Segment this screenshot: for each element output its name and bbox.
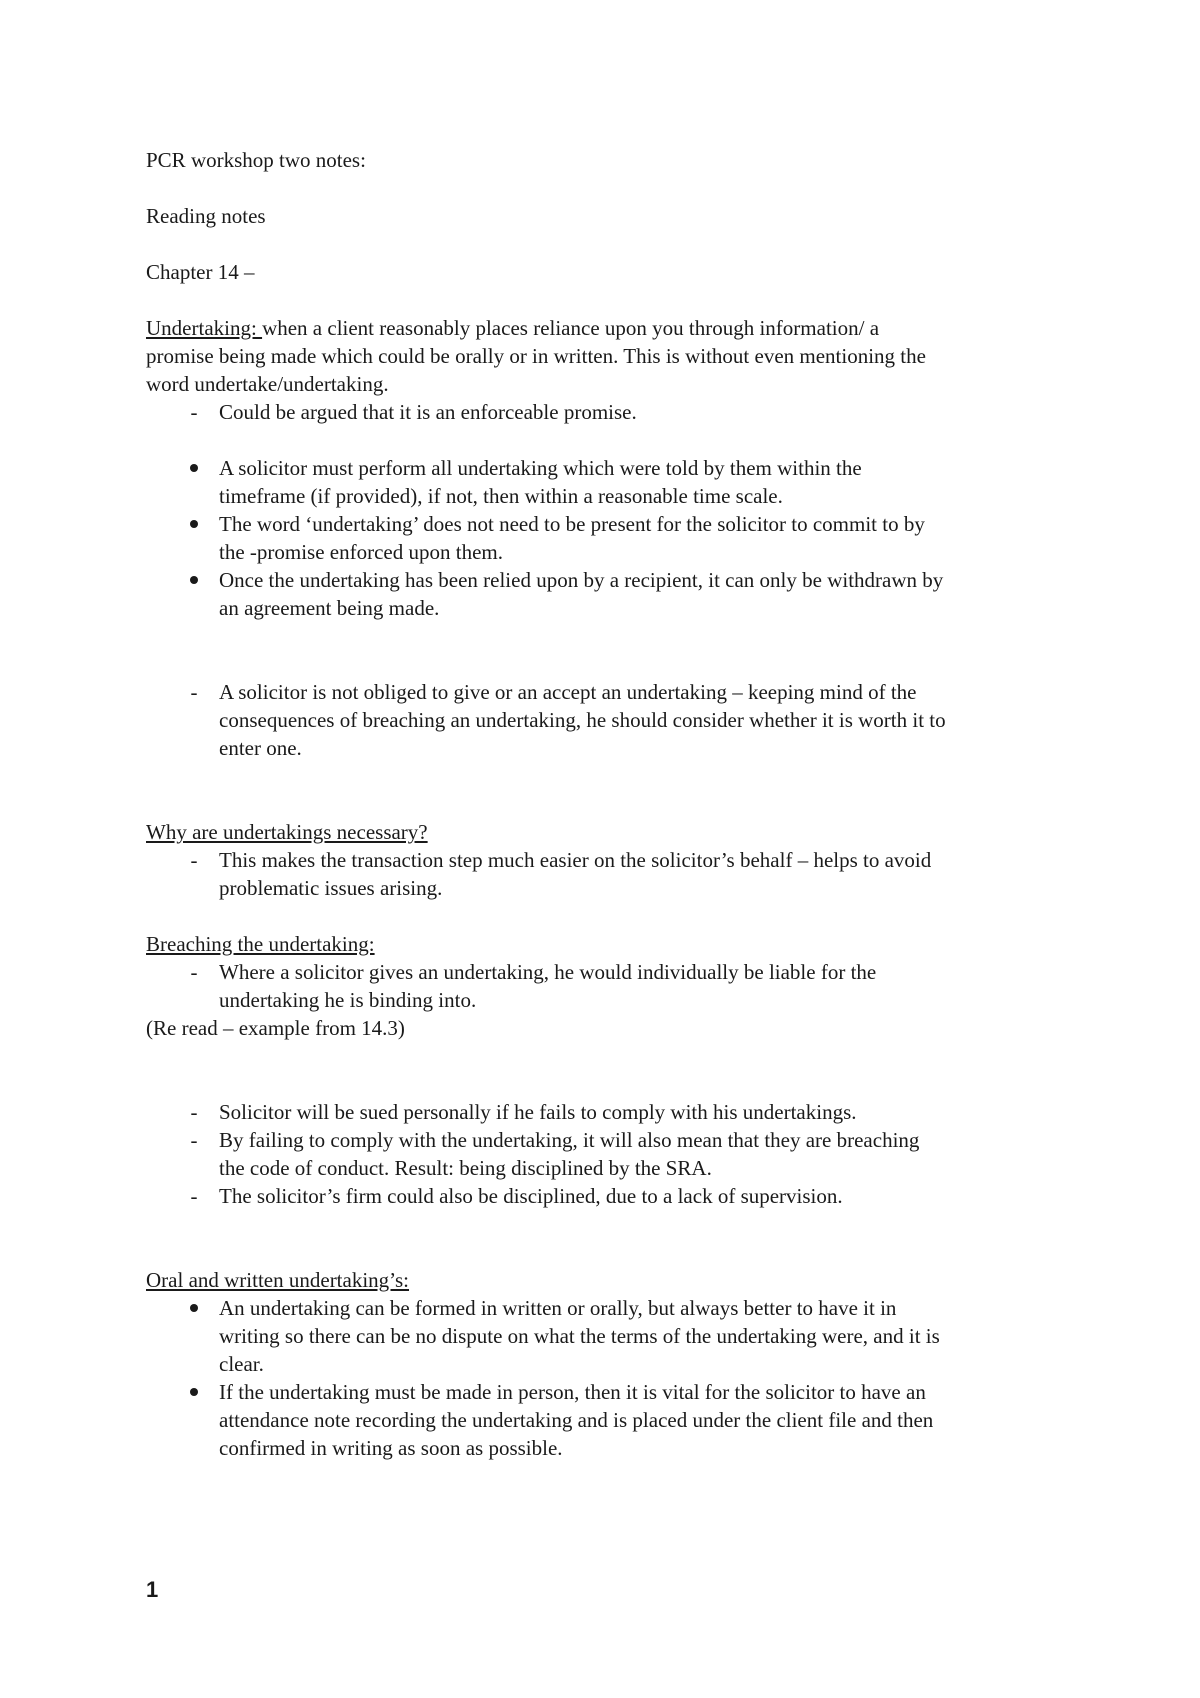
section-heading-oral: Oral and written undertaking’s: (146, 1268, 410, 1292)
bullet-icon (190, 464, 198, 472)
undertaking-definition (146, 314, 1076, 398)
dash-item-text: This makes the transaction step much easier on the solicitor’s behalf – helps to avoid (219, 848, 932, 872)
page-number: 1 (146, 1577, 159, 1602)
dash-marker: - (190, 960, 198, 984)
document-title: PCR workshop two notes: (146, 148, 366, 172)
definition-line: word undertake/undertaking. (146, 372, 389, 396)
bullet-item-text: Once the undertaking has been relied upon by a recipient, it can only be withdrawn by (219, 568, 944, 592)
undertaking-term: Undertaking: (146, 316, 263, 340)
bullet-item-text: An undertaking can be formed in written or orally, but always better to have it in (219, 1296, 897, 1320)
dash-item-text: By failing to comply with the undertaking, it will also mean that they are breaching (219, 1128, 920, 1152)
bullet-item-text: timeframe (if provided), if not, then within a reasonable time scale. (219, 484, 783, 508)
dash-item-text: problematic issues arising. (219, 876, 443, 900)
reading-notes-label: Reading notes (146, 204, 266, 228)
reread-note: (Re read – example from 14.3) (146, 1016, 405, 1040)
bullet-icon (190, 520, 198, 528)
definition-line: promise being made which could be orally or in written. This is without even mentioning the (146, 344, 926, 368)
bullet-item-text: attendance note recording the undertaking and is placed under the client file and then (219, 1408, 934, 1432)
bullet-item-text: The word ‘undertaking’ does not need to be present for the solicitor to commit to by (219, 512, 925, 536)
section-heading-why: Why are undertakings necessary? (146, 820, 428, 844)
dash-item-text: The solicitor’s firm could also be disciplined, due to a lack of supervision. (219, 1184, 843, 1208)
bullet-item-text: the -promise enforced upon them. (219, 540, 503, 564)
dash-item-text: consequences of breaching an undertaking, he should consider whether it is worth it to (219, 708, 946, 732)
dash-item-text: A solicitor is not obliged to give or an accept an undertaking – keeping mind of the (219, 680, 917, 704)
bullet-item-text: If the undertaking must be made in person, then it is vital for the solicitor to have an (219, 1380, 926, 1404)
bullet-item-text: A solicitor must perform all undertaking which were told by them within the (219, 456, 862, 480)
bullet-item-text: writing so there can be no dispute on what the terms of the undertaking were, and it is (219, 1324, 940, 1348)
bullet-item-text: an agreement being made. (219, 596, 440, 620)
dash-marker: - (190, 400, 198, 424)
dash-marker: - (190, 1128, 198, 1152)
dash-marker: - (190, 848, 198, 872)
bullet-item-text: clear. (219, 1352, 264, 1376)
bullet-icon (190, 1304, 198, 1312)
dash-item-text: Could be argued that it is an enforceable promise. (219, 400, 637, 424)
dash-item-text: Where a solicitor gives an undertaking, he would individually be liable for the (219, 960, 877, 984)
chapter-heading: Chapter 14 – (146, 260, 255, 284)
definition-line: when a client reasonably places reliance upon you through information/ a (262, 316, 880, 340)
dash-item-text: enter one. (219, 736, 302, 760)
dash-item-text: Solicitor will be sued personally if he fails to comply with his undertakings. (219, 1100, 857, 1124)
section-heading-breach: Breaching the undertaking: (146, 932, 375, 956)
dash-item-text: undertaking he is binding into. (219, 988, 477, 1012)
dash-item-text: the code of conduct. Result: being disciplined by the SRA. (219, 1156, 712, 1180)
bullet-icon (190, 1388, 198, 1396)
bullet-icon (190, 576, 198, 584)
dash-marker: - (190, 1184, 198, 1208)
bullet-item-text: confirmed in writing as soon as possible. (219, 1436, 563, 1460)
dash-marker: - (190, 1100, 198, 1124)
dash-marker: - (190, 680, 198, 704)
